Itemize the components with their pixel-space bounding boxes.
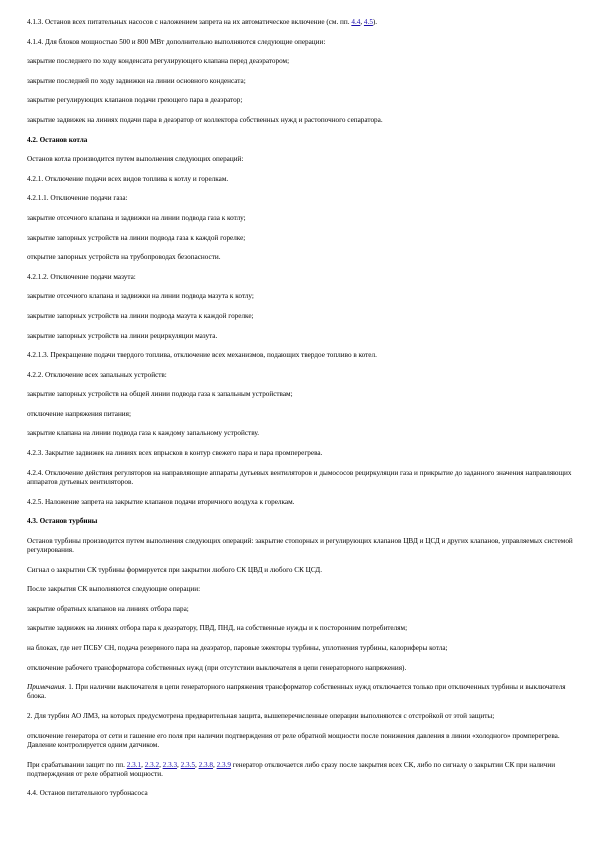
paragraph-4-2-2: 4.2.2. Отключение всех запальных устройств: (27, 370, 167, 379)
list-item: закрытие запорных устройств на линии подвода мазута к каждой горелке; (27, 311, 254, 320)
note-text: 1. При наличии выключателя в цепи генераторного напряжения трансформатор собственных нужд отключается только при отключенных турбины и выключателя блока. (27, 683, 566, 701)
paragraph-protection-refs (27, 761, 577, 780)
paragraph-4-2-4: 4.2.4. Отключение действия регуляторов на направляющие аппараты дутьевых вентиляторов и дымососов рециркуляции газа и прикрытие до заданного значения направляющих аппаратов дутьевых вентиляторов. (27, 468, 572, 486)
paragraph: 2. Для турбин АО ЛМЗ, на которых предусмотрена предварительная защита, вышеперечисленные операции выполняются с отстройкой от этой защиты; (27, 712, 495, 721)
list-item: закрытие регулирующих клапанов подачи греющего пара в деаэратор; (27, 96, 243, 105)
paragraph-text: 4.1.3. Останов всех питательных насосов с наложением запрета на их автоматическое включение (см. пп. (27, 18, 352, 26)
separator: , (177, 760, 181, 769)
list-item: закрытие запорных устройств на линии подвода газа к каждой горелке; (27, 233, 246, 242)
paragraph: отключение генератора от сети и гашение его поля при наличии подтверждения от реле обратной мощности после понижения давления в линии «холодного» промперегрева. Давление контролируется одним датчиком. (27, 731, 560, 749)
separator: , (141, 760, 145, 769)
list-item: отключение напряжения питания; (27, 409, 131, 418)
list-item: закрытие задвижек на линиях отбора пара к деаэратору, ПВД, ПНД, на собственные нужды и к посторонним потребителям; (27, 624, 408, 633)
list-item: на блоках, где нет ПСБУ СН, подача резервного пара на деаэратор, паровые эжекторы турбины, уплотнения турбины, калориферы котла; (27, 644, 448, 652)
separator: , (195, 760, 199, 769)
link-2-3-3[interactable]: 2.3.3 (162, 760, 178, 769)
paragraph: После закрытия СК выполняются следующие операции: (27, 585, 201, 594)
link-2-3-5[interactable]: 2.3.5 (180, 760, 196, 769)
paragraph: Останов турбины производится путем выполнения следующих операций: закрытие стопорных и регулирующих клапанов ЦВД и ЦСД и других клапанов, управляемых системой регулирования. (27, 536, 573, 555)
list-item: закрытие запорных устройств на линии рециркуляции мазута. (27, 331, 218, 340)
list-item: отключение рабочего трансформатора собственных нужд (при отсутствии выключателя в цепи генераторного напряжения). (27, 663, 407, 672)
section-heading-4-2: 4.2. Останов котла (27, 135, 88, 144)
document-body (27, 18, 577, 809)
paragraph-4-4: 4.4. Останов питательного турбонасоса (27, 789, 148, 798)
paragraph-4-2-1-3: 4.2.1.3. Прекращение подачи твердого топлива, отключение всех механизмов, подающих твердое топливо в котел. (27, 351, 377, 360)
paragraph: Останов котла производится путем выполнения следующих операций: (27, 155, 244, 164)
paragraph-end: ). (372, 18, 378, 26)
list-item: открытие запорных устройств на трубопроводах безопасности. (27, 253, 221, 262)
separator: , (159, 760, 163, 769)
list-item: закрытие отсечного клапана и задвижки на линии подвода газа к котлу; (27, 213, 246, 222)
paragraph: Сигнал о закрытии СК турбины формируется при закрытии любого СК ЦВД и любого СК ЦСД. (27, 565, 323, 574)
list-item: закрытие последней по ходу задвижки на линии основного конденсата; (27, 76, 246, 85)
list-item: закрытие обратных клапанов на линиях отбора пара; (27, 604, 189, 613)
note-paragraph (27, 683, 577, 702)
link-2-3-8[interactable]: 2.3.8 (198, 760, 213, 769)
paragraph-4-2-1-1: 4.2.1.1. Отключение подачи газа: (27, 194, 128, 203)
paragraph-4-2-1-2: 4.2.1.2. Отключение подачи мазута: (27, 272, 136, 281)
link-2-3-9[interactable]: 2.3.9 (216, 760, 231, 769)
list-item: закрытие задвижек на линиях подачи пара в деаэратор от коллектора собственных нужд и растопочного сепаратора. (27, 115, 383, 124)
paragraph-4-1-3 (27, 18, 577, 27)
link-4-5[interactable]: 4.5 (363, 18, 373, 26)
separator: , (360, 18, 364, 26)
separator: , (212, 760, 217, 769)
link-4-4[interactable]: 4.4 (351, 18, 361, 26)
paragraph-4-1-4: 4.1.4. Для блоков мощностью 500 и 800 МВт дополнительно выполняются следующие операции: (27, 37, 326, 46)
section-heading-4-3: 4.3. Останов турбины (27, 517, 98, 526)
paragraph-text: При срабатывании защит по пп. (27, 760, 127, 769)
list-item: закрытие запорных устройств на общей линии подвода газа к запальным устройствам; (27, 390, 293, 399)
list-item: закрытие последнего по ходу конденсата регулирующего клапана перед деаэратором; (27, 57, 290, 66)
paragraph-4-2-3: 4.2.3. Закрытие задвижек на линиях всех впрысков в контур свежего пара и пара промперегрева. (27, 449, 323, 458)
list-item: закрытие отсечного клапана и задвижки на линии подвода мазута к котлу; (27, 292, 254, 301)
paragraph-4-2-5: 4.2.5. Наложение запрета на закрытие клапанов подачи вторичного воздуха к горелкам. (27, 497, 295, 506)
paragraph-end: генератор отключается либо сразу после закрытия всех СК, либо по сигналу о закрытии СК при наличии подтверждения от реле обратной мощности. (27, 760, 556, 778)
list-item: закрытие клапана на линии подвода газа к каждому запальному устройству. (27, 429, 260, 438)
link-2-3-1[interactable]: 2.3.1 (126, 760, 142, 769)
paragraph-4-2-1: 4.2.1. Отключение подачи всех видов топлива к котлу и горелкам. (27, 174, 229, 183)
link-2-3-2[interactable]: 2.3.2 (144, 760, 160, 769)
note-label: Примечания. (27, 683, 67, 692)
